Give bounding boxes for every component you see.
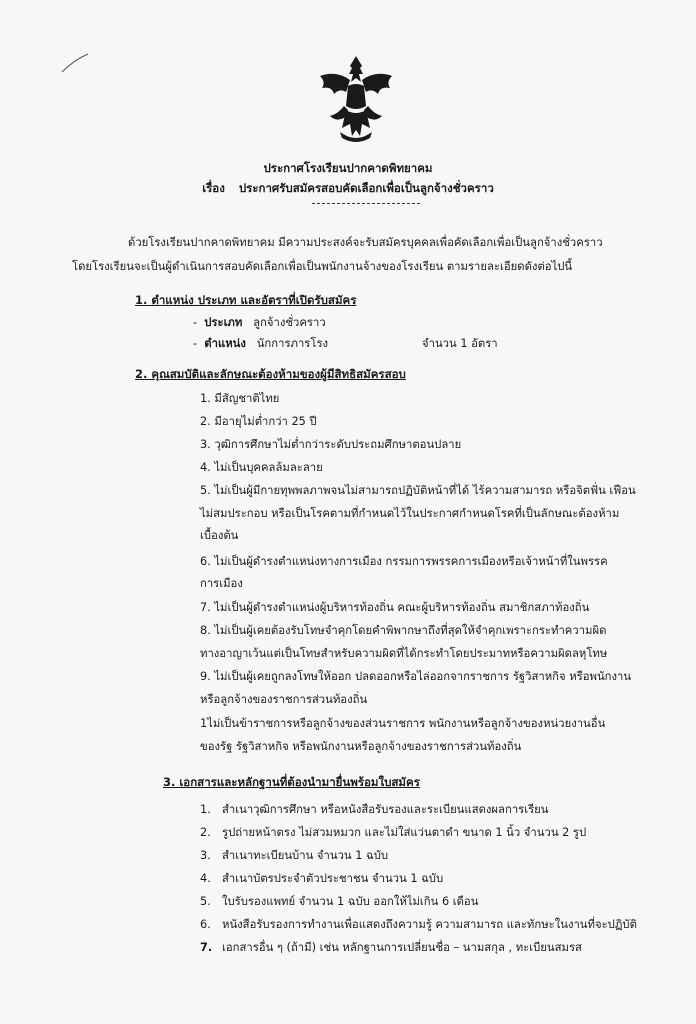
type-value: ลูกจ้างชั่วคราว [253,316,326,329]
position-count: จำนวน 1 อัตรา [422,337,498,350]
qual-item-cont: ของรัฐ รัฐวิสาหกิจ หรือพนักงานหรือลูกจ้างของราชการส่วนท้องถิ่น [200,740,522,753]
announcement-subject [0,180,696,198]
qual-item: 3. วุฒิการศึกษาไม่ต่ำกว่าระดับประถมศึกษาตอนปลาย [200,438,462,451]
document-item: 5. ใบรับรองแพทย์ จำนวน 1 ฉบับ ออกให้ไม่เกิน 6 เดือน [200,895,479,908]
qual-item: 6. ไม่เป็นผู้ดำรงตำแหน่งทางการเมือง กรรมการพรรคการเมืองหรือเจ้าหน้าที่ในพรรค [200,555,608,568]
document-item: 2. รูปถ่ายหน้าตรง ไม่สวมหมวก และไม่ใส่แว่นตาดำ ขนาด 1 นิ้ว จำนวน 2 รูป [200,826,587,839]
pen-mark [60,52,90,74]
qual-item: 1. มีสัญชาติไทย [200,392,280,405]
document-item: 4. สำเนาบัตรประจำตัวประชาชน จำนวน 1 ฉบับ [200,872,444,885]
qual-item-cont: ไม่สมประกอบ หรือเป็นโรคตามที่กำหนดไว้ในประกาศกำหนดโรคที่เป็นลักษณะต้องห้าม [200,507,620,520]
qual-item: 9. ไม่เป็นผู้เคยถูกลงโทษให้ออก ปลดออกหรือไล่ออกจากราชการ รัฐวิสาหกิจ หรือพนักงาน [200,670,632,683]
announcement-title: ประกาศโรงเรียนปากคาดพิทยาคม [263,161,433,175]
intro-line-1: ด้วยโรงเรียนปากคาดพิทยาคม มีความประสงค์จะรับสมัครบุคคลเพื่อคัดเลือกเพื่อเป็นลูกจ้างชั่วคราว [128,236,603,249]
qual-item: 8. ไม่เป็นผู้เคยต้องรับโทษจำคุกโดยคำพิพากษาถึงที่สุดให้จำคุกเพราะกระทำความผิด [200,624,607,637]
section-1-position-row: - ตำแหน่ง นักการภารโรง [193,337,329,350]
section-1-type-row: - ประเภท ลูกจ้างชั่วคราว [193,316,326,329]
qual-item-cont: หรือลูกจ้างของราชการส่วนท้องถิ่น [200,693,368,706]
qual-item: 7. ไม่เป็นผู้ดำรงตำแหน่งผู้บริหารท้องถิ่น คณะผู้บริหารท้องถิ่น สมาชิกสภาท้องถิ่น [200,601,590,614]
intro-line-2: โดยโรงเรียนจะเป็นผู้ดำเนินการสอบคัดเลือกเพื่อเป็นพนักงานจ้างของโรงเรียน ตามรายละเอียดดังต่อไปนี้ [72,260,573,273]
document-item: 3. สำเนาทะเบียนบ้าน จำนวน 1 ฉบับ [200,849,389,862]
garuda-emblem-icon [316,52,396,144]
subject-label: เรื่อง [202,181,225,195]
qual-item-cont: เบื้องต้น [200,529,239,542]
section-2-title: 2. คุณสมบัติและลักษณะต้องห้ามของผู้มีสิทธิสมัครสอบ [135,367,406,381]
qual-item: 4. ไม่เป็นบุคคลล้มละลาย [200,461,323,474]
position-value: นักการภารโรง [256,337,329,350]
position-label: ตำแหน่ง [204,337,246,350]
section-3-title: 3. เอกสารและหลักฐานที่ต้องนำมายื่นพร้อมใบสมัคร [163,775,420,789]
title-divider [312,203,420,204]
section-1-title: 1. ตำแหน่ง ประเภท และอัตราที่เปิดรับสมัคร [135,293,357,307]
document-item: 1. สำเนาวุฒิการศึกษา หรือหนังสือรับรองและระเบียนแสดงผลการเรียน [200,803,549,816]
subject-text: ประกาศรับสมัครสอบคัดเลือกเพื่อเป็นลูกจ้างชั่วคราว [238,181,494,195]
qual-item: 1ไม่เป็นข้าราชการหรือลูกจ้างของส่วนราชการ พนักงานหรือลูกจ้างของหน่วยงานอื่น [200,717,606,730]
qual-item-cont: ทางอาญาเว้นแต่เป็นโทษสำหรับความผิดที่ได้กระทำโดยประมาทหรือความผิดลหุโทษ [200,647,608,660]
document-item: 7. เอกสารอื่น ๆ (ถ้ามี) เช่น หลักฐานการเปลี่ยนชื่อ – นามสกุล , ทะเบียนสมรส [200,941,582,954]
document-item: 6. หนังสือรับรองการทำงานเพื่อแสดงถึงความรู้ ความสามารถ และทักษะในงานที่จะปฏิบัติ [200,918,637,931]
type-label: ประเภท [204,316,243,329]
qual-item: 2. มีอายุไม่ต่ำกว่า 25 ปี [200,415,317,428]
qual-item: 5. ไม่เป็นผู้มีกายทุพพลภาพจนไม่สามารถปฏิบัติหน้าที่ได้ ไร้ความสามารถ หรือจิตฟั่น เฟือน [200,484,636,497]
qual-item-cont: การเมือง [200,577,243,590]
